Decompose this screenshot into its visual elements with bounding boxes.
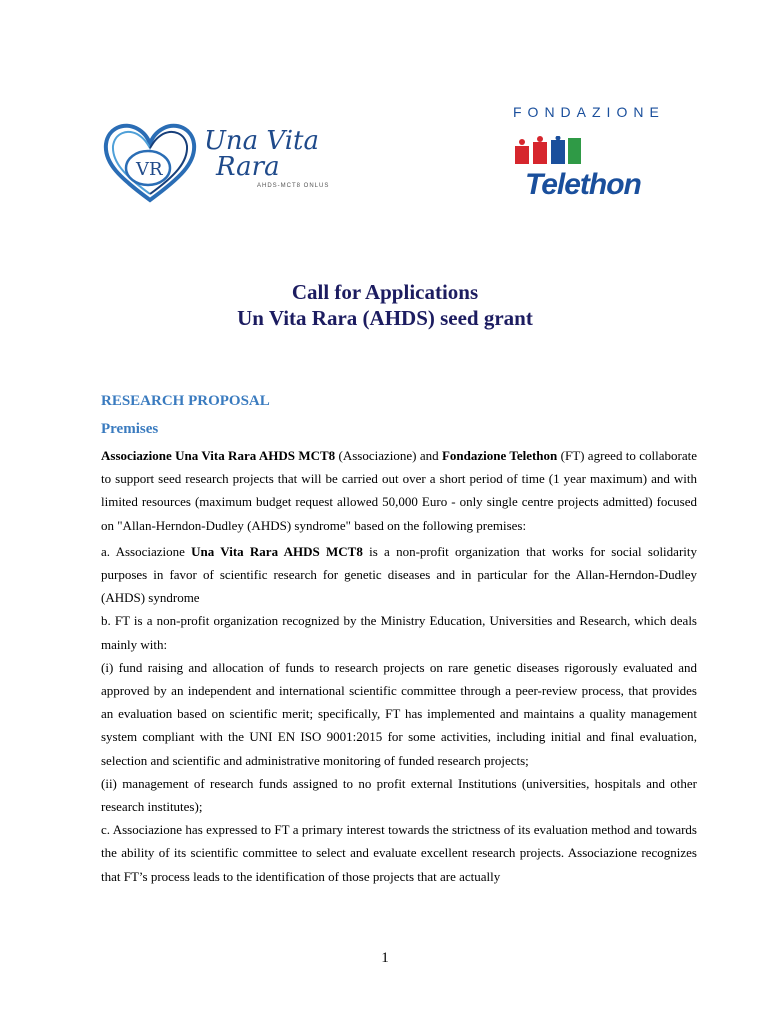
fondazione-label: FONDAZIONE <box>513 104 665 120</box>
fondazione-telethon-logo <box>505 100 665 210</box>
page-number: 1 <box>381 950 389 966</box>
item-ii: (ii) management of research funds assigned to no profit external Institutions (universities, hospitals and other research institutes); <box>101 775 697 815</box>
page-title-line2: Un Vita Rara (AHDS) seed grant <box>237 306 533 330</box>
premises-paragraph: Associazione Una Vita Rara AHDS MCT8 (Associazione) and Fondazione Telethon (FT) agreed to collaborate to support seed research projects that will be carried out over a short period of time (1 year maximum) and with limited resources (maximum budget request allowed 50,000 Euro - only single centre projects admitted) focused on "Allan-Herndon-Dudley (AHDS) syndrome" based on the following premises: <box>101 448 698 533</box>
logo-subtitle: AHDS-MCT8 ONLUS <box>257 183 330 189</box>
page-title-line1: Call for Applications <box>291 280 479 304</box>
subsection-heading: Premises <box>101 421 159 437</box>
section-heading: RESEARCH PROPOSAL <box>101 393 270 409</box>
telethon-figures-icon <box>513 136 583 166</box>
svg-text:VR: VR <box>136 159 163 180</box>
una-vita-rara-logo <box>100 118 350 208</box>
item-a: a. Associazione Una Vita Rara AHDS MCT8 is a non-profit organization that works for social solidarity purposes in favor of scientific research for genetic diseases and in particular for the Allan-Herndon-Dudley (AHDS) syndrome <box>101 543 697 606</box>
item-c: c. Associazione has expressed to FT a primary interest towards the strictness of its evaluation method and towards the ability of its scientific committee to select and evaluate excellent research projects. Associazione recognizes that FT’s process leads to the identification of those projects that are actually <box>101 822 697 884</box>
item-b: b. FT is a non-profit organization recognized by the Ministry Education, Universities and Research, which deals mainly with: <box>101 613 697 652</box>
item-i: (i) fund raising and allocation of funds to research projects on rare genetic diseases rigorously evaluated and approved by an independent and international scientific committee through a peer-review process, that provides an evaluation based on scientific merit; specifically, FT has implemented and maintains a quality management system compliant with the UNI EN ISO 9001:2015 for some activities, including initial and final evaluation, selection and scientific and administrative monitoring of funded research projects; <box>101 659 697 768</box>
heart-icon <box>100 118 200 208</box>
telethon-wordmark: Telethon <box>525 168 641 201</box>
logo-title: Una Vita Rara <box>204 126 320 182</box>
document-body <box>101 444 697 888</box>
